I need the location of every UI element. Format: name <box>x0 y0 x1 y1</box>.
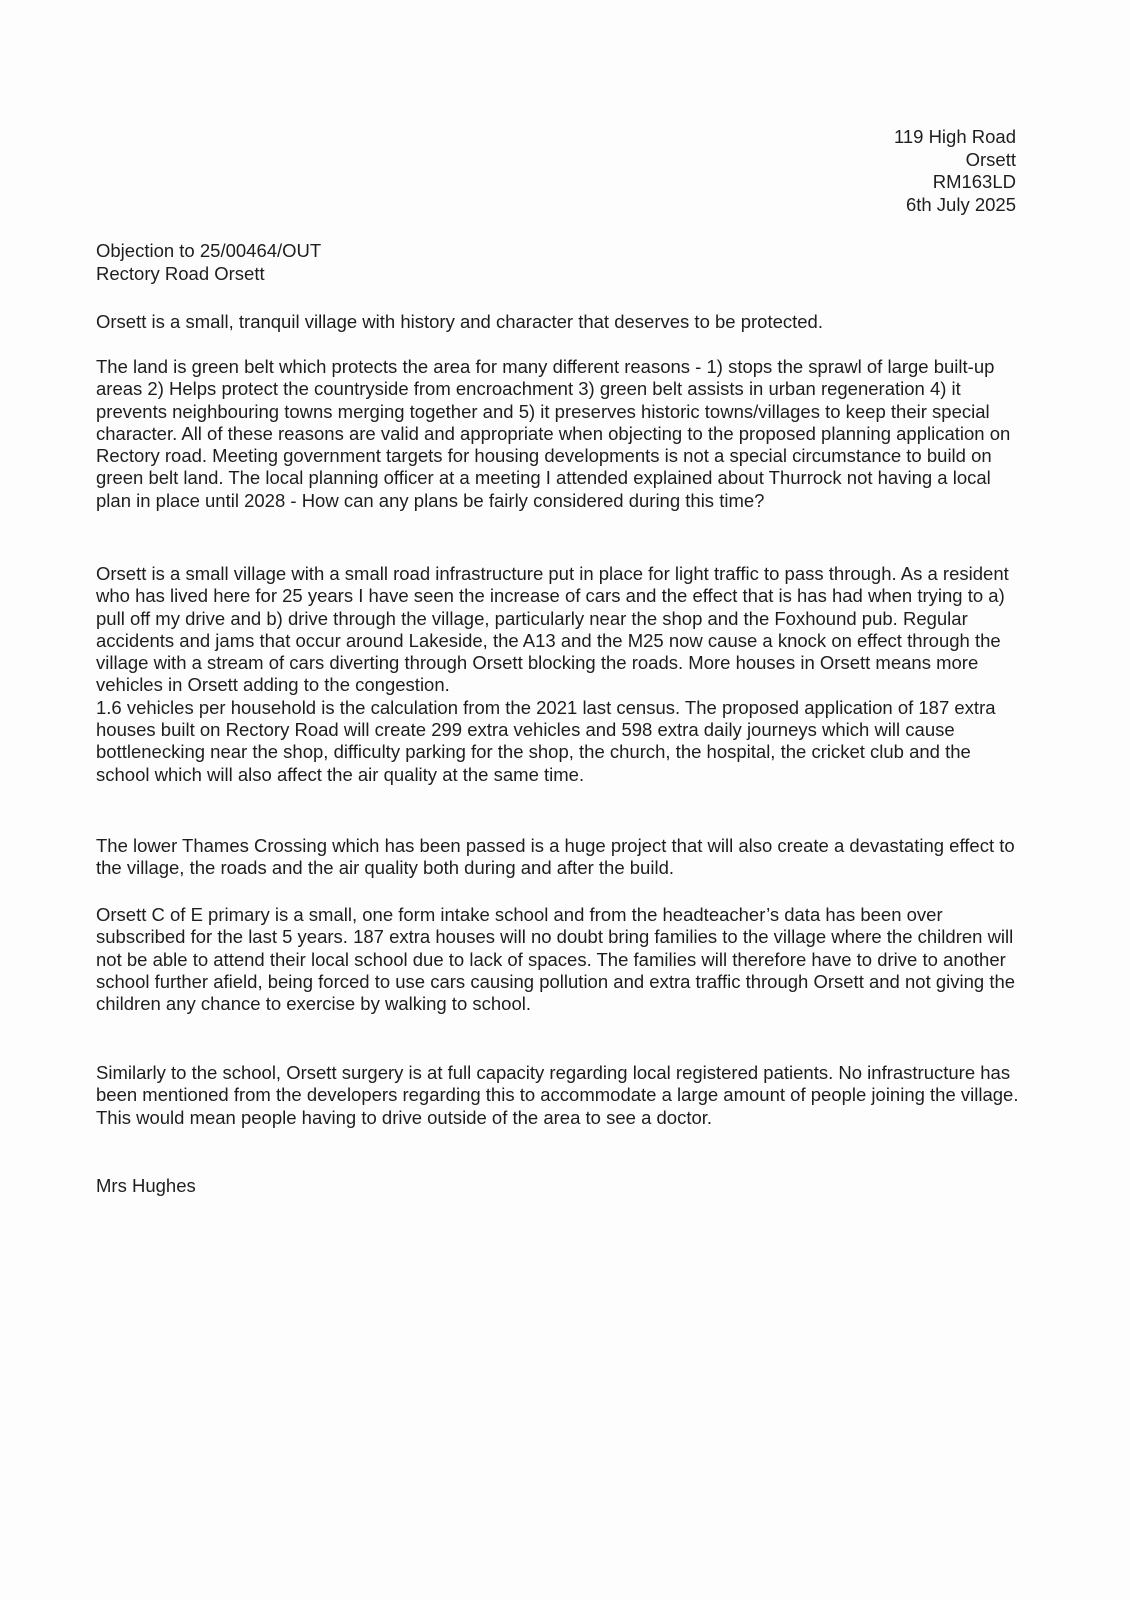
address-town: Orsett <box>965 148 1016 170</box>
letter-date: 6th July 2025 <box>905 193 1016 215</box>
paragraph-traffic-block <box>96 563 1026 786</box>
signature-name: Mrs Hughes <box>96 1175 196 1196</box>
paragraph-green-belt: The land is green belt which protects the area for many different reasons - 1) stops the sprawl of large built-up areas 2) Helps protect the countryside from encroachment 3) green belt assists in urban regeneration 4) it prevents neighbouring towns merging together and 5) it preserves historic towns/villages to keep their special character. All of these reasons are valid and appropriate when objecting to the proposed planning application on Rectory road. Meeting government targets for housing developments is not a special circumstance to build on green belt land. The local planning officer at a meeting I attended explained about Thurrock not having a local plan in place until 2028 - How can any plans be fairly considered during this time? <box>96 356 1011 511</box>
address-street: 119 High Road <box>893 126 1016 147</box>
paragraph-surgery: Similarly to the school, Orsett surgery is at full capacity regarding local registered patients. No infrastructure has been mentioned from the developers regarding this to accommodate a large amount of people joining the village. This would mean people having to drive outside of the area to see a doctor. <box>96 1062 1019 1128</box>
subject-reference: Objection to 25/00464/OUT <box>96 240 322 261</box>
paragraph-traffic: Orsett is a small village with a small road infrastructure put in place for light traffic to pass through. As a resident who has lived here for 25 years I have seen the increase of cars and the effect that is has had when trying to a) pull off my drive and b) drive through the village, particularly near the shop and the Foxhound pub. Regular accidents and jams that occur around Lakeside, the A13 and the M25 now cause a knock on effect through the village with a stream of cars diverting through Orsett blocking the roads. More houses in Orsett means more vehicles in Orsett adding to the congestion. <box>96 563 1009 696</box>
subject-location: Rectory Road Orsett <box>96 262 265 284</box>
letter-subject <box>96 240 321 285</box>
paragraph-intro: Orsett is a small, tranquil village with history and character that deserves to be protected. <box>96 311 823 332</box>
paragraph-school: Orsett C of E primary is a small, one form intake school and from the headteacher’s data has been over subscribed for the last 5 years. 187 extra houses will no doubt bring families to the village where the children will not be able to attend their local school due to lack of spaces. The families will therefore have to drive to another school further afield, being forced to use cars causing pollution and extra traffic through Orsett and not giving the children any chance to exercise by walking to school. <box>96 904 1016 1015</box>
paragraph-vehicles: 1.6 vehicles per household is the calculation from the 2021 last census. The proposed application of 187 extra houses built on Rectory Road will create 299 extra vehicles and 598 extra daily journeys which will cause bottlenecking near the shop, difficulty parking for the shop, the church, the hospital, the cricket club and the school which will also affect the air quality at the same time. <box>96 696 996 785</box>
paragraph-thames-crossing: The lower Thames Crossing which has been passed is a huge project that will also create a devastating effect to the village, the roads and the air quality both during and after the build. <box>96 835 1015 879</box>
address-postcode: RM163LD <box>932 171 1016 192</box>
sender-address <box>894 126 1016 216</box>
